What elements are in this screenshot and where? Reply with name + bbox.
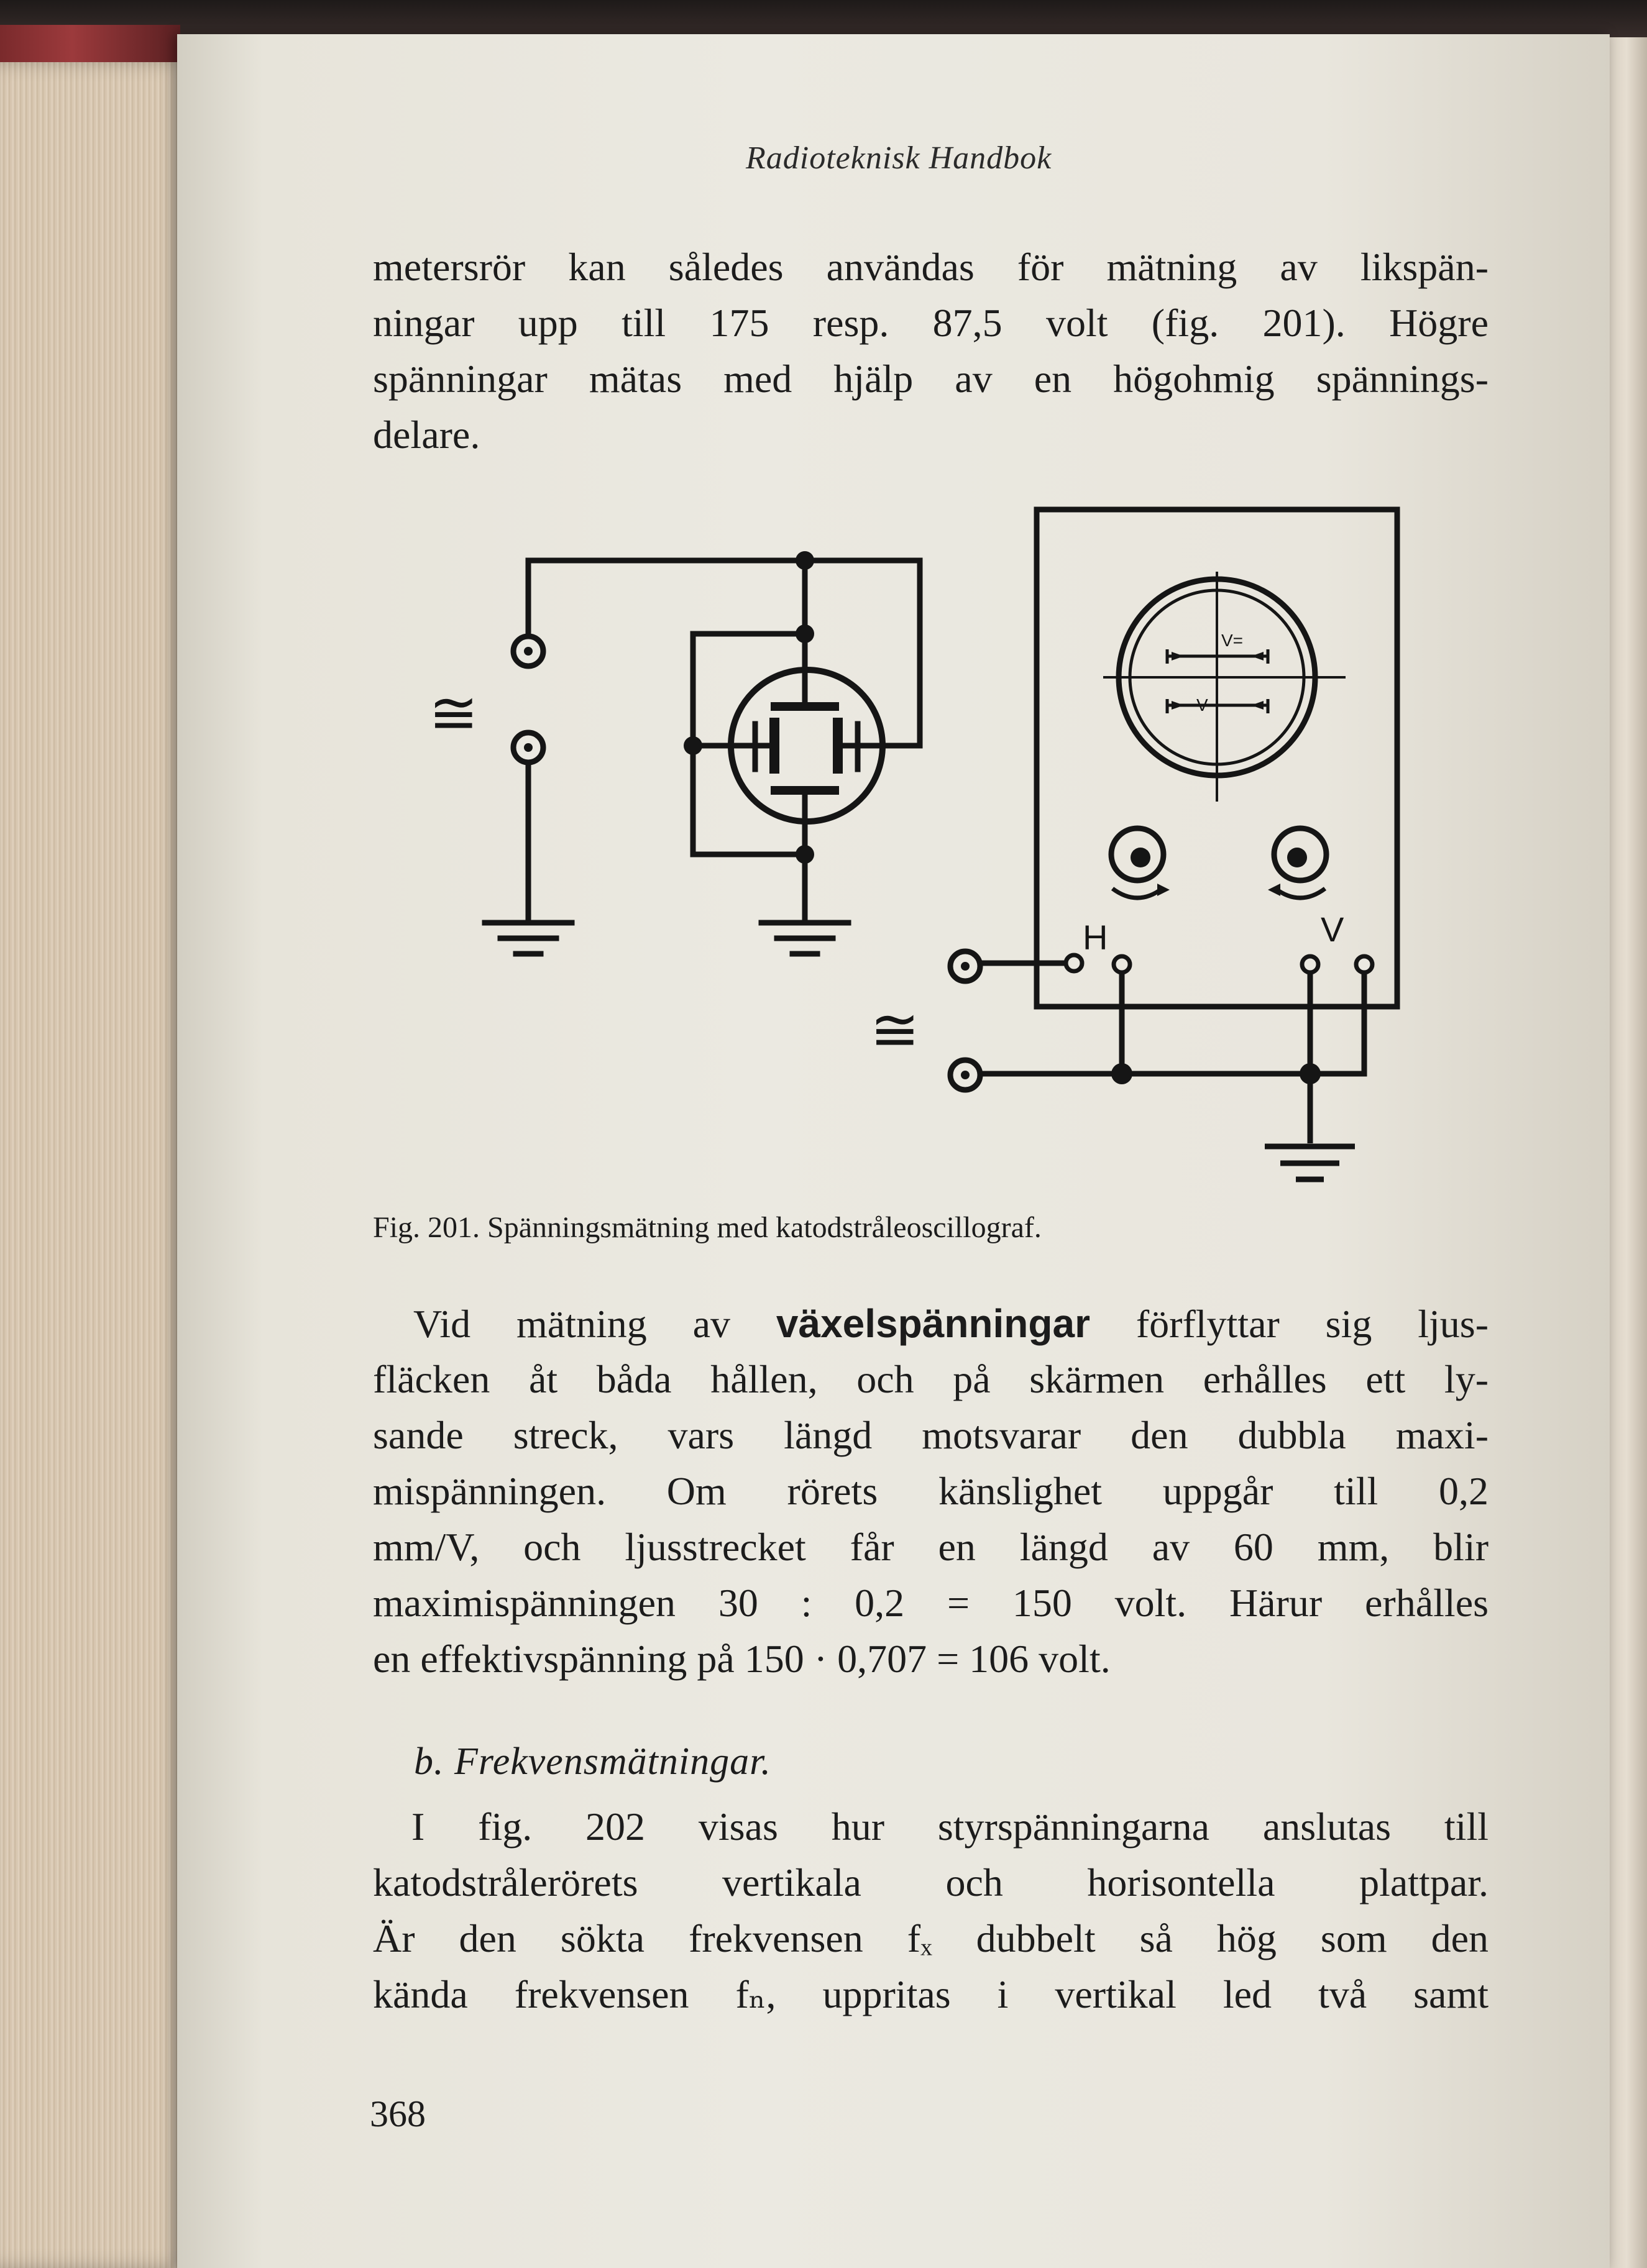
h-plate-terminal [1114,956,1130,972]
text-line: spänningar mätas med hjälp av en högohmig spännings- [373,357,1489,401]
text-segment: Vid mätning av [413,1302,776,1346]
v-plate-terminal-2 [1356,956,1372,972]
text-line: I fig. 202 visas hur styrspänningarna anslutas till [411,1804,1489,1849]
section-paragraph [373,1799,1489,2023]
dc-trace-label: V= [1221,631,1244,650]
figure-caption: Fig. 201. Spänningsmätning med katodstråleoscillograf. [373,1211,1042,1244]
ac-trace-label: V~ [1196,695,1219,715]
v-label: V [1321,910,1344,949]
section-heading: b. Frekvensmätningar. [414,1740,771,1783]
text-line: delare. [373,413,480,457]
wire-top-left [528,560,920,746]
ac-dc-symbol-right: ≅ [870,997,920,1063]
ac-dc-symbol-left: ≅ [429,680,479,746]
text-line: en effektivspänning på 150 · 0,707 = 106 volt. [373,1637,1111,1681]
text-line: maximispänningen 30 : 0,2 = 150 volt. Härur erhålles [373,1581,1489,1625]
text-line: kända frekvensen fₙ, uppritas i vertikal led två samt [373,1972,1489,2016]
running-header: Radioteknisk Handbok [746,140,1052,176]
h-label: H [1083,918,1108,957]
body-paragraph [373,1296,1489,1687]
text-segment: förflyttar sig ljus- [1090,1302,1489,1346]
text-line: katodstrålerörets vertikala och horisontella plattpar. [373,1860,1489,1904]
text-line [373,1296,1489,1351]
text-line: ningar upp till 175 resp. 87,5 volt (fig. 201). Högre [373,301,1489,345]
h-terminal [1066,955,1082,971]
wire-v2-down [1310,972,1364,1074]
text-line: metersrör kan således användas för mätning av likspän- [373,245,1489,289]
text-line: mispänningen. Om rörets känslighet uppgår till 0,2 [373,1469,1489,1513]
emphasis-term: växelspänningar [776,1301,1090,1346]
text-line: sande streck, vars längd motsvarar den dubbla maxi- [373,1413,1489,1457]
wire-bottom [976,1074,1310,1143]
text-line: mm/V, och ljusstrecket får en längd av 60 mm, blir [373,1525,1489,1569]
v-plate-terminal-1 [1302,956,1318,972]
page-number: 368 [370,2093,426,2134]
text-line: Är den sökta frekvensen fₓ dubbelt så hög som den [373,1916,1489,1960]
text-line: fläcken åt båda hållen, och på skärmen erhålles ett ly- [373,1357,1489,1401]
